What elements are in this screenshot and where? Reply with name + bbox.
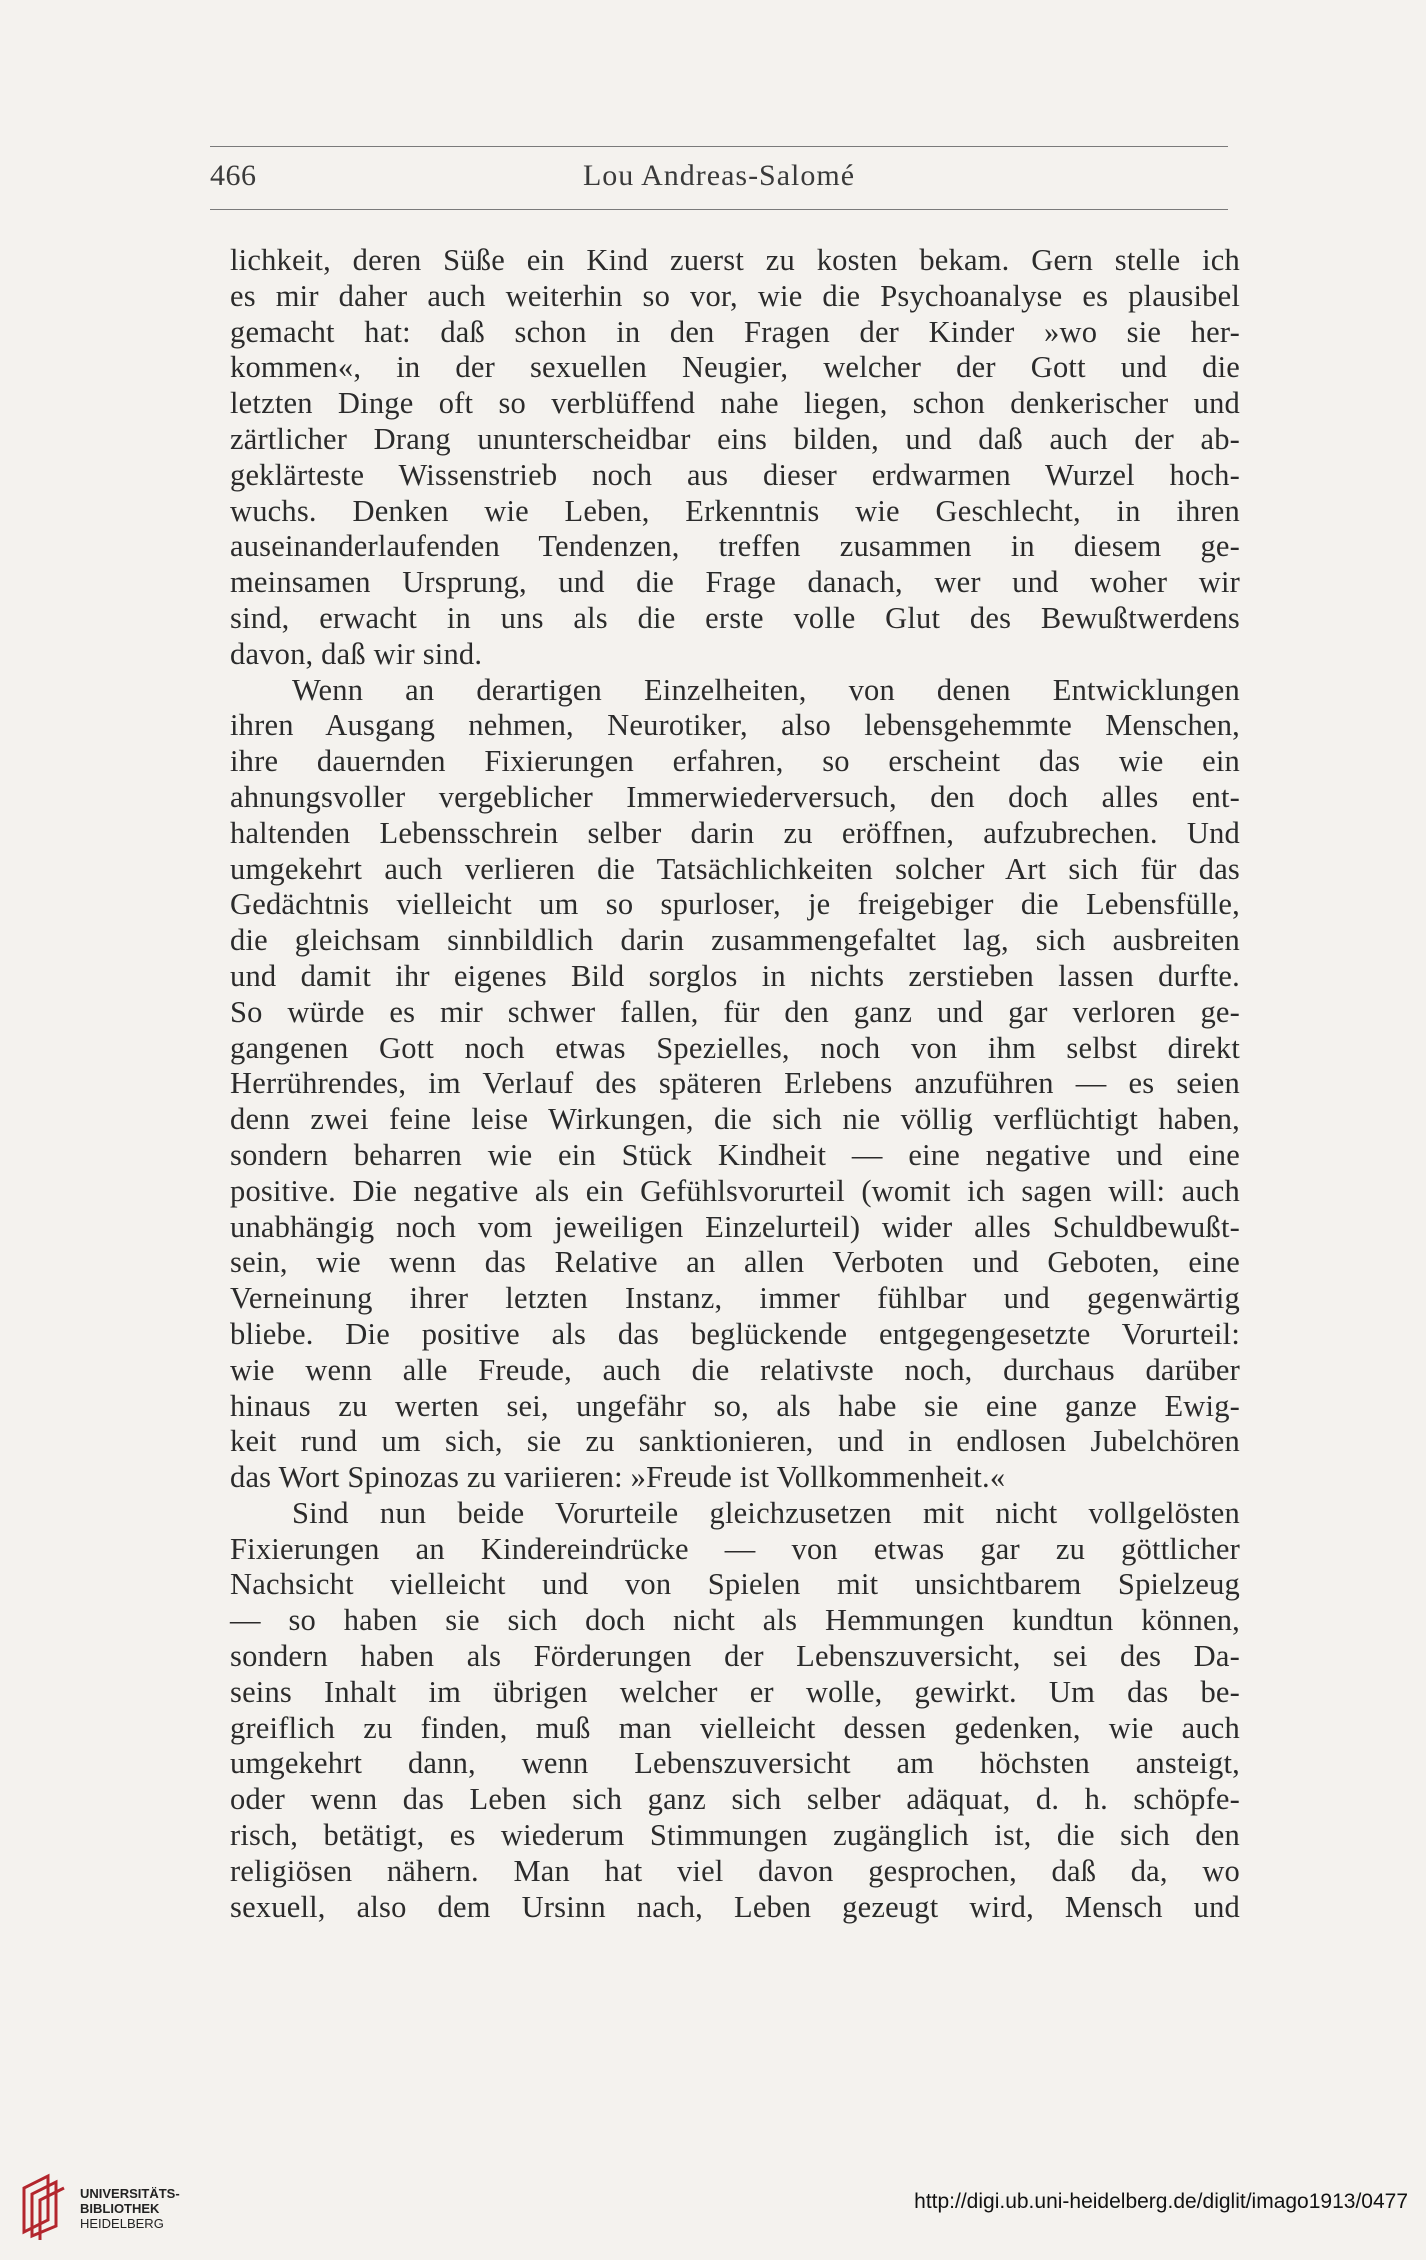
text-line: religiösen nähern. Man hat viel davon gesprochen, daß da, wo [230,1853,1240,1888]
text-line: davon, daß wir sind. [230,636,483,671]
text-line: wie wenn alle Freude, auch die relativste noch, durchaus darüber [230,1352,1240,1387]
text-line: geklärteste Wissenstrieb noch aus dieser erdwarmen Wurzel hoch- [230,457,1240,492]
text-line: wuchs. Denken wie Leben, Erkenntnis wie Geschlecht, in ihren [230,493,1240,528]
text-line: haltenden Lebensschrein selber darin zu eröffnen, aufzubrechen. Und [230,815,1240,850]
text-line: ahnungsvoller vergeblicher Immerwiederversuch, den doch alles ent- [230,779,1240,814]
page-footer [0,2170,1426,2260]
text-line: das Wort Spinozas zu variieren: »Freude ist Vollkommenheit.« [230,1460,1006,1495]
text-line: sondern beharren wie ein Stück Kindheit — eine negative und eine [230,1137,1240,1172]
text-line: seins Inhalt im übrigen welcher er wolle, gewirkt. Um das be- [230,1674,1240,1709]
running-head: Lou Andreas-Salomé [582,159,856,192]
source-url[interactable]: http://digi.ub.uni-heidelberg.de/diglit/imago1913/0477 [914,2190,1408,2213]
text-line: sondern haben als Förderungen der Lebenszuversicht, sei des Da- [230,1639,1240,1674]
text-line: meinsamen Ursprung, und die Frage danach, wer und woher wir [230,565,1240,600]
text-line: ihren Ausgang nehmen, Neurotiker, also lebensgehemmte Menschen, [230,708,1240,743]
text-line: hinaus zu werten sei, ungefähr so, als habe sie eine ganze Ewig- [230,1388,1240,1423]
text-line: Wenn an derartigen Einzelheiten, von denen Entwicklungen [292,672,1240,707]
text-line: umgekehrt auch verlieren die Tatsächlichkeiten solcher Art sich für das [230,851,1240,886]
text-line: — so haben sie sich doch nicht als Hemmungen kundtun können, [230,1603,1240,1638]
library-name [80,2186,180,2231]
library-name-line: UNIVERSITÄTS- [80,2186,180,2201]
library-logo-icon [18,2170,70,2240]
text-line: und damit ihr eigenes Bild sorglos in nichts zerstieben lassen durfte. [230,958,1240,993]
text-line: Sind nun beide Vorurteile gleichzusetzen mit nicht vollgelösten [292,1495,1240,1530]
text-line: kommen«, in der sexuellen Neugier, welcher der Gott und die [230,350,1240,385]
library-name-line: HEIDELBERG [80,2216,164,2231]
page-header [210,146,1228,210]
text-line: sein, wie wenn das Relative an allen Verboten und Geboten, eine [230,1245,1240,1280]
text-line: umgekehrt dann, wenn Lebenszuversicht am höchsten ansteigt, [230,1746,1240,1781]
text-line: lichkeit, deren Süße ein Kind zuerst zu kosten bekam. Gern stelle ich [230,243,1240,277]
text-line: ihre dauernden Fixierungen erfahren, so erscheint das wie ein [230,744,1240,779]
text-line: positive. Die negative als ein Gefühlsvorurteil (womit ich sagen will: auch [230,1173,1240,1208]
text-line: risch, betätigt, es wiederum Stimmungen zugänglich ist, die sich den [230,1818,1240,1853]
text-line: Fixierungen an Kindereindrücke — von etwas gar zu göttlicher [230,1531,1240,1566]
text-line: zärtlicher Drang ununterscheidbar eins bilden, und daß auch der ab- [230,421,1240,456]
text-line: gangenen Gott noch etwas Spezielles, noch von ihm selbst direkt [230,1030,1240,1065]
text-line: gemacht hat: daß schon in den Fragen der Kinder »wo sie her- [230,314,1240,349]
text-line: letzten Dinge oft so verblüffend nahe liegen, schon denkerischer und [230,386,1240,421]
text-line: oder wenn das Leben sich ganz sich selber adäquat, d. h. schöpfe- [230,1782,1240,1817]
page-number: 466 [210,159,257,192]
text-line: auseinanderlaufenden Tendenzen, treffen zusammen in diesem ge- [230,529,1240,564]
text-line: So würde es mir schwer fallen, für den ganz und gar verloren ge- [230,994,1240,1029]
text-line: sexuell, also dem Ursinn nach, Leben gezeugt wird, Mensch und [230,1889,1240,1924]
text-line: greiflich zu finden, muß man vielleicht dessen gedenken, wie auch [230,1710,1240,1745]
text-line: bliebe. Die positive als das beglückende entgegengesetzte Vorurteil: [230,1316,1240,1351]
text-line: es mir daher auch weiterhin so vor, wie die Psychoanalyse es plausibel [230,278,1240,313]
text-line: unabhängig noch vom jeweiligen Einzelurteil) wider alles Schuldbewußt- [230,1209,1240,1244]
text-line: Herrührendes, im Verlauf des späteren Erlebens anzuführen — es seien [230,1066,1240,1101]
text-line: die gleichsam sinnbildlich darin zusammengefaltet lag, sich ausbreiten [230,923,1240,958]
text-line: Gedächtnis vielleicht um so spurloser, je freigebiger die Lebensfülle, [230,887,1240,922]
body-text [230,243,1240,1925]
text-line: denn zwei feine leise Wirkungen, die sich nie völlig verflüchtigt haben, [230,1102,1240,1137]
text-line: Nachsicht vielleicht und von Spielen mit unsichtbarem Spielzeug [230,1567,1240,1602]
text-line: sind, erwacht in uns als die erste volle Glut des Bewußtwerdens [230,600,1240,635]
text-line: keit rund um sich, sie zu sanktionieren, und in endlosen Jubelchören [230,1424,1240,1459]
library-name-line: BIBLIOTHEK [80,2201,160,2216]
text-line: Verneinung ihrer letzten Instanz, immer fühlbar und gegenwärtig [230,1281,1240,1316]
